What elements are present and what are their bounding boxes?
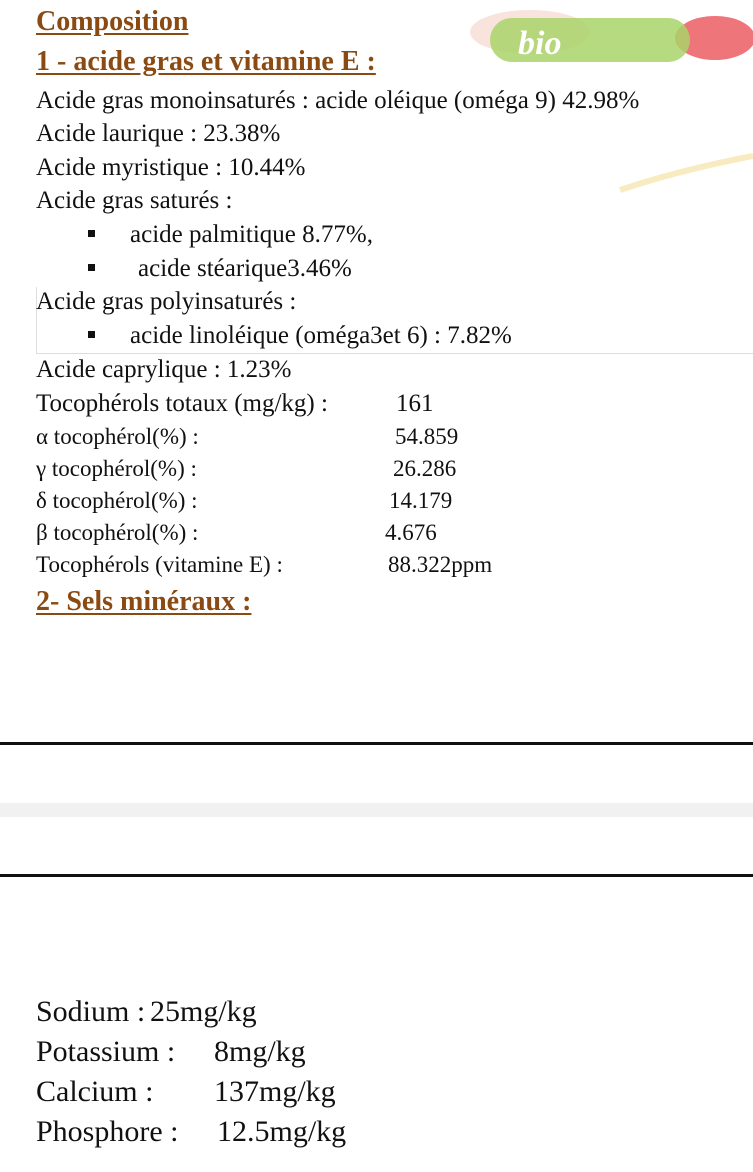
- myristic-acid-line: Acide myristique : 10.44%: [36, 154, 306, 181]
- polyunsaturated-label: Acide gras polyinsaturés :: [36, 288, 297, 315]
- lauric-acid-line: Acide laurique : 23.38%: [36, 120, 281, 147]
- sodium-value: 25mg/kg: [150, 995, 257, 1028]
- beta-tocopherol-value: 4.676: [385, 520, 437, 545]
- oleic-acid-line: Acide gras monoinsaturés : acide oléique (oméga 9) 42.98%: [36, 87, 640, 114]
- phosphorus-value: 12.5mg/kg: [217, 1115, 347, 1148]
- logo-text: bio: [518, 25, 562, 62]
- caprylic-acid-line: Acide caprylique : 1.23%: [36, 356, 292, 383]
- section1-heading: 1 - acide gras et vitamine E :: [36, 46, 376, 77]
- page-title: Composition: [36, 6, 189, 37]
- decorative-swoosh: [610, 150, 753, 196]
- vitamin-e-value: 88.322ppm: [388, 552, 493, 577]
- section2-heading: 2- Sels minéraux :: [36, 586, 252, 617]
- bio-logo: [470, 10, 753, 68]
- vitamin-e-label: Tocophérols (vitamine E) :: [36, 552, 283, 577]
- tocopherol-total-value: 161: [396, 390, 434, 417]
- divider-band: [0, 803, 753, 817]
- tocopherol-total-label: Tocophérols totaux (mg/kg) :: [36, 390, 328, 417]
- calcium-label: Calcium :: [36, 1075, 154, 1108]
- alpha-tocopherol-value: 54.859: [395, 424, 459, 449]
- calcium-value: 137mg/kg: [214, 1075, 336, 1108]
- bullet-icon: [88, 331, 95, 338]
- list-item-linoleic: acide linoléique (oméga3et 6) : 7.82%: [130, 322, 512, 349]
- potassium-value: 8mg/kg: [214, 1035, 306, 1068]
- delta-tocopherol-label: δ tocophérol(%) :: [36, 488, 198, 513]
- list-item-stearic: acide stéarique3.46%: [138, 255, 352, 282]
- beta-tocopherol-label: β tocophérol(%) :: [36, 520, 199, 545]
- divider-bottom: [0, 874, 753, 877]
- gamma-tocopherol-value: 26.286: [393, 456, 457, 481]
- gamma-tocopherol-label: γ tocophérol(%) :: [36, 456, 197, 481]
- potassium-label: Potassium :: [36, 1035, 176, 1068]
- saturated-label: Acide gras saturés :: [36, 187, 233, 214]
- sodium-label: Sodium :: [36, 995, 146, 1028]
- list-item-palmitic: acide palmitique 8.77%,: [130, 221, 373, 248]
- phosphorus-label: Phosphore :: [36, 1115, 179, 1148]
- alpha-tocopherol-label: α tocophérol(%) :: [36, 424, 199, 449]
- bullet-icon: [88, 230, 95, 237]
- bullet-icon: [88, 264, 95, 271]
- divider-top: [0, 742, 753, 745]
- delta-tocopherol-value: 14.179: [389, 488, 453, 513]
